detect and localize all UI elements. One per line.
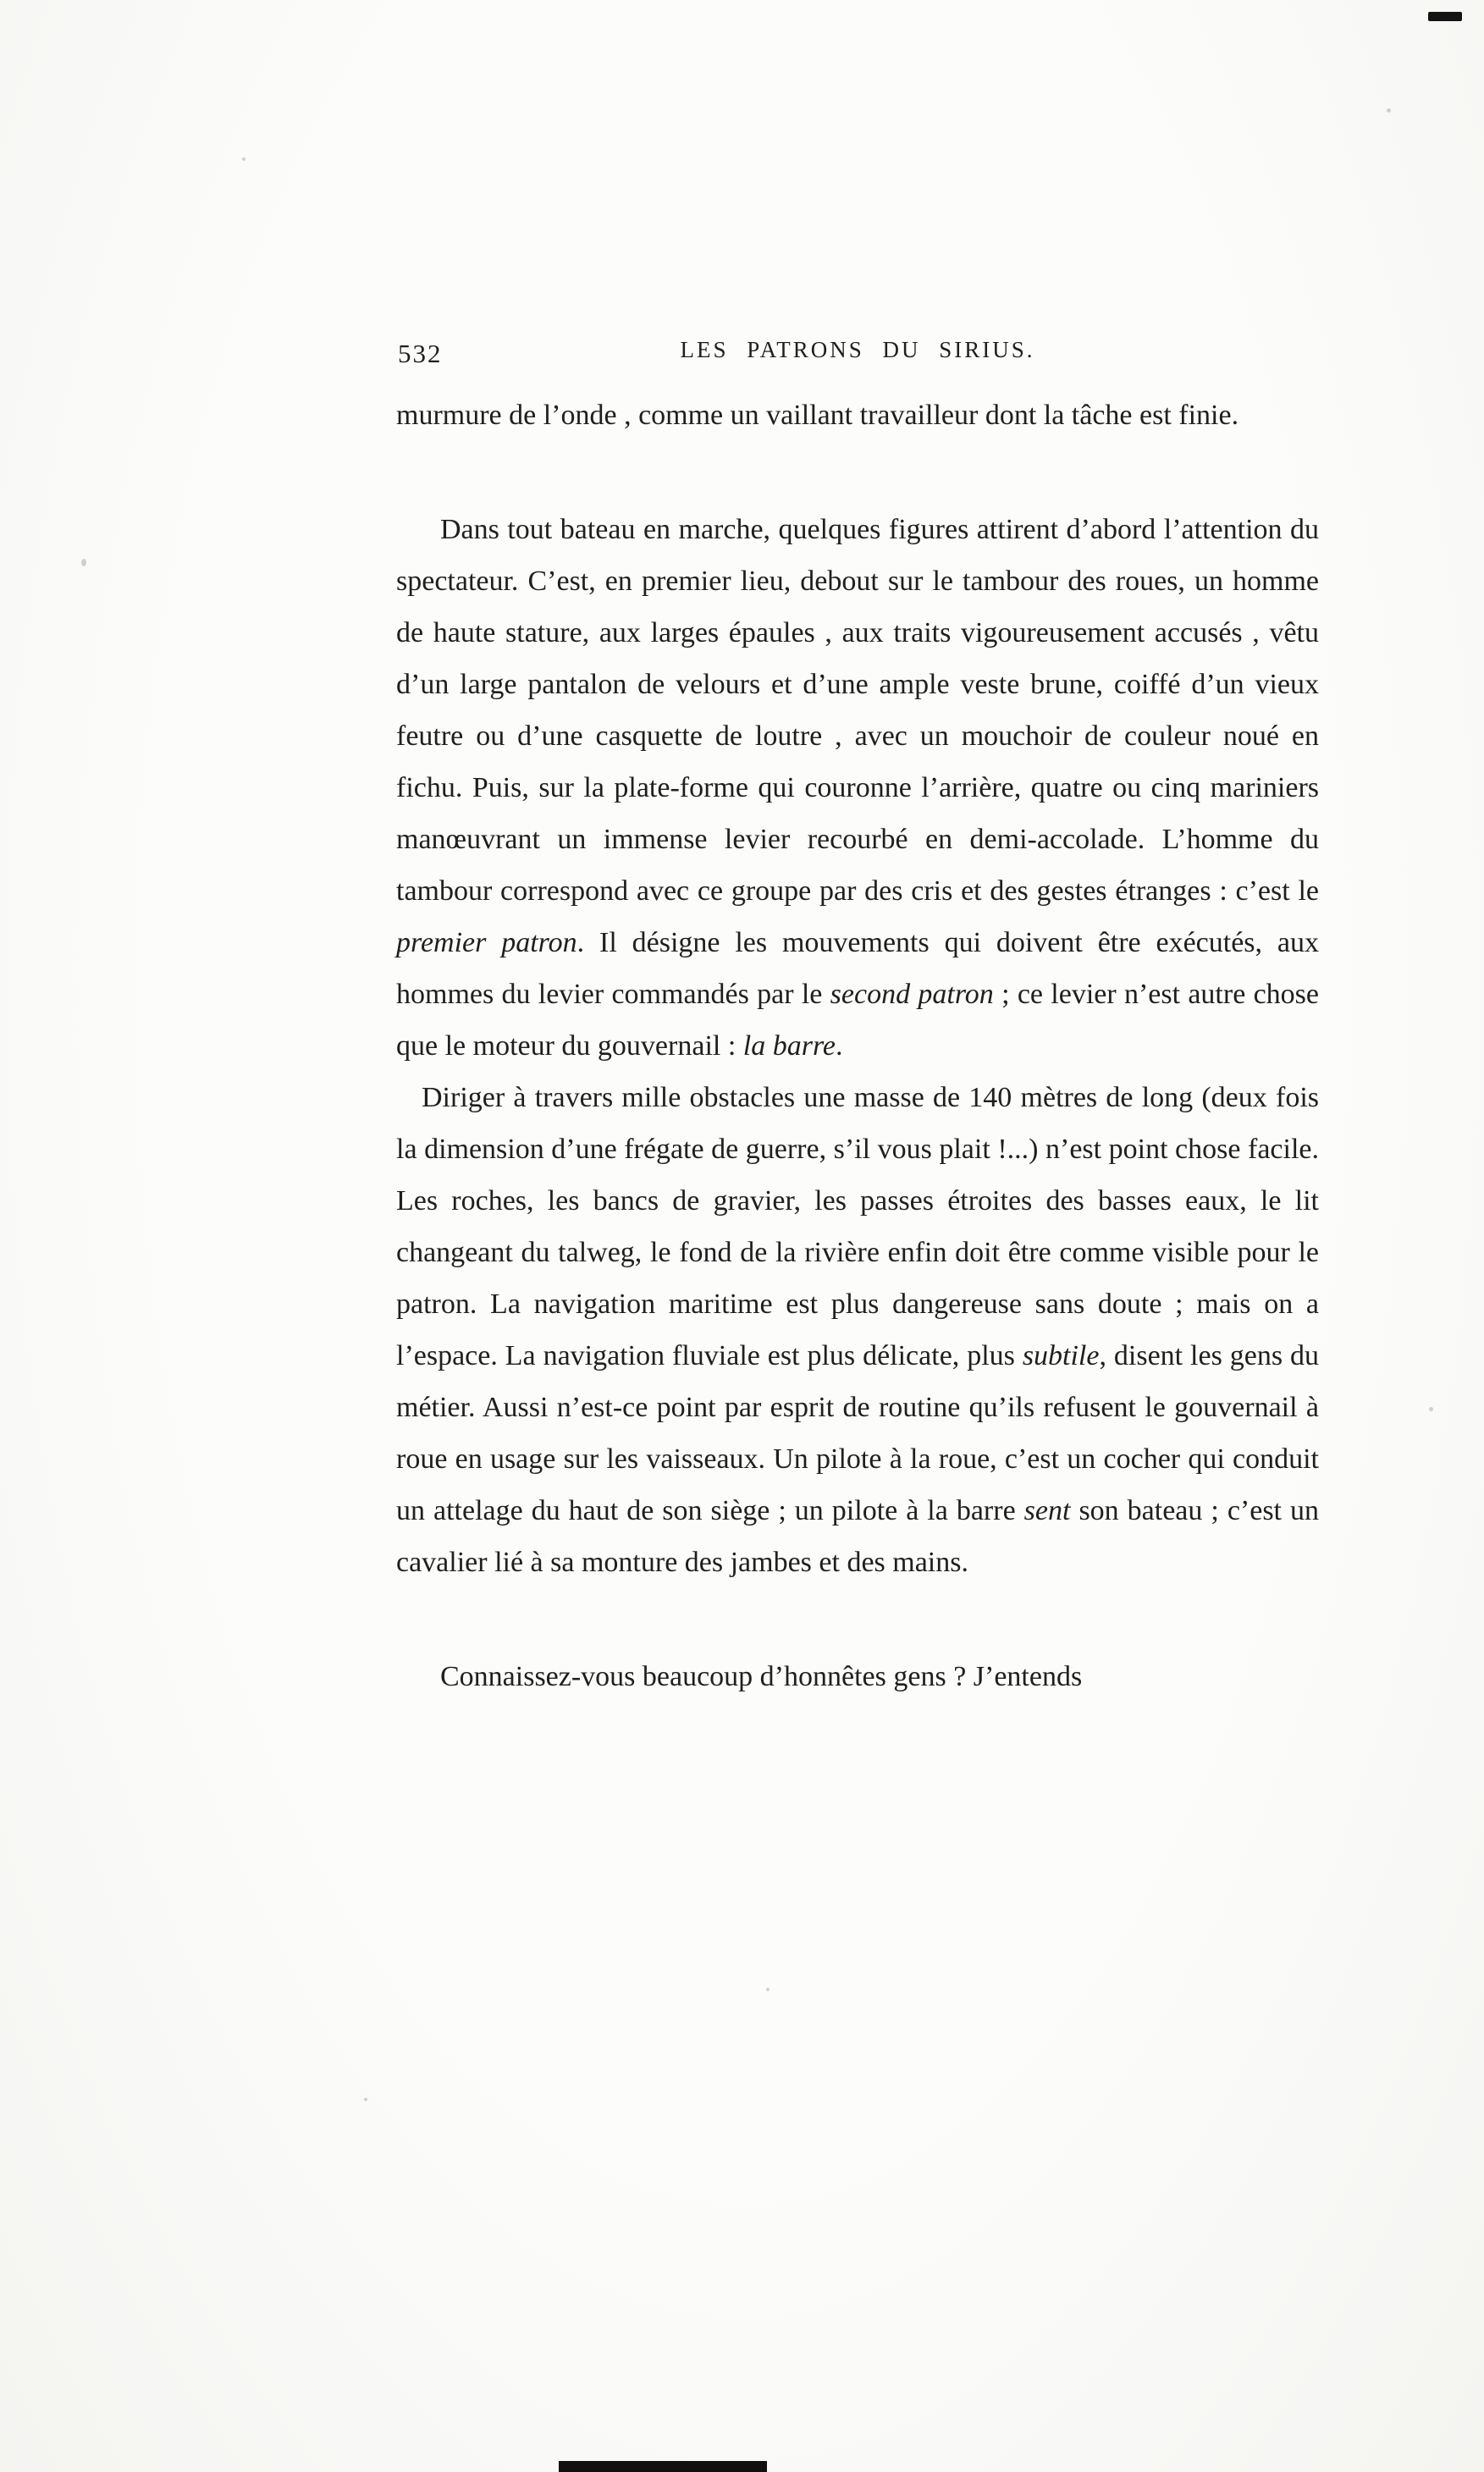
text-segment: Diriger à travers mille obstacles une masse de 140 mètres de long (deux fois la dimension d’une frégate de guerre, s’il vous plait !...) n’est point chose facile. Les roches, les bancs de gravier, les passes étroites des basses eaux, le lit changeant du talweg, le fond de la rivière enfin doit être comme visible pour le patron. La navigation maritime est plus dangereuse sans doute ; mais on a l’espace. La navigation fluviale est plus délicate, plus xyxy=(396,1082,1319,1371)
page-number: 532 xyxy=(398,339,443,368)
paragraph xyxy=(396,504,1319,1072)
text-segment: . xyxy=(836,1030,843,1062)
paragraph xyxy=(396,389,1319,441)
text-segment: ; ce levier n’est autre chose que le moteur du gouvernail : xyxy=(396,979,1319,1062)
italic-text-segment: subtile xyxy=(1022,1340,1100,1371)
scan-speckle xyxy=(1387,108,1391,113)
scan-speckle xyxy=(1429,1407,1433,1411)
italic-text-segment: sent xyxy=(1023,1495,1071,1526)
scan-speckle xyxy=(81,559,86,566)
scan-speckle xyxy=(364,2098,367,2101)
page-header xyxy=(396,337,1319,374)
italic-text-segment: premier patron xyxy=(396,927,577,958)
scan-artifact-corner-mark xyxy=(1428,12,1462,21)
running-title: LES PATRONS DU SIRIUS. xyxy=(680,337,1035,362)
paragraph xyxy=(396,1651,1319,1702)
text-segment: . Il désigne les mouvements qui doivent être exécutés, aux hommes du levier commandés par le xyxy=(396,927,1319,1010)
text-block xyxy=(396,389,1319,1702)
italic-text-segment: la barre xyxy=(742,1030,836,1062)
scan-speckle xyxy=(766,1988,770,1991)
italic-text-segment: second patron xyxy=(830,979,994,1010)
text-segment: murmure de l’onde , comme un vaillant travailleur dont la tâche est finie. xyxy=(396,400,1239,431)
text-segment: Connaissez-vous beaucoup d’honnêtes gens ? J’entends xyxy=(440,1661,1083,1692)
paragraph xyxy=(396,1072,1319,1588)
text-segment: Dans tout bateau en marche, quelques figures attirent d’abord l’attention du spectateur. C’est, en premier lieu, debout sur le tambour des roues, un homme de haute stature, aux larges épaules , aux traits vigoureusement accusés , vêtu d’un large pantalon de velours et d’une ample veste brune, coiffé d’un vieux feutre ou d’une casquette de loutre , avec un mouchoir de couleur noué en fichu. Puis, sur la plate-forme qui couronne l’arrière, quatre ou cinq mariniers manœuvrant un immense levier recourbé en demi-accolade. L’homme du tambour correspond avec ce groupe par des cris et des gestes étranges : c’est le xyxy=(396,514,1319,907)
scan-artifact-bottom-bar xyxy=(559,2461,767,2472)
scan-speckle xyxy=(242,157,245,161)
text-segment: son bateau ; c’est un cavalier lié à sa monture des jambes et des mains. xyxy=(396,1495,1319,1578)
text-segment: , disent les gens du métier. Aussi n’est-ce point par esprit de routine qu’ils refusent le gouvernail à roue en usage sur les vaisseaux. Un pilote à la roue, c’est un cocher qui conduit un attelage du haut de son siège ; un pilote à la barre xyxy=(396,1340,1319,1526)
